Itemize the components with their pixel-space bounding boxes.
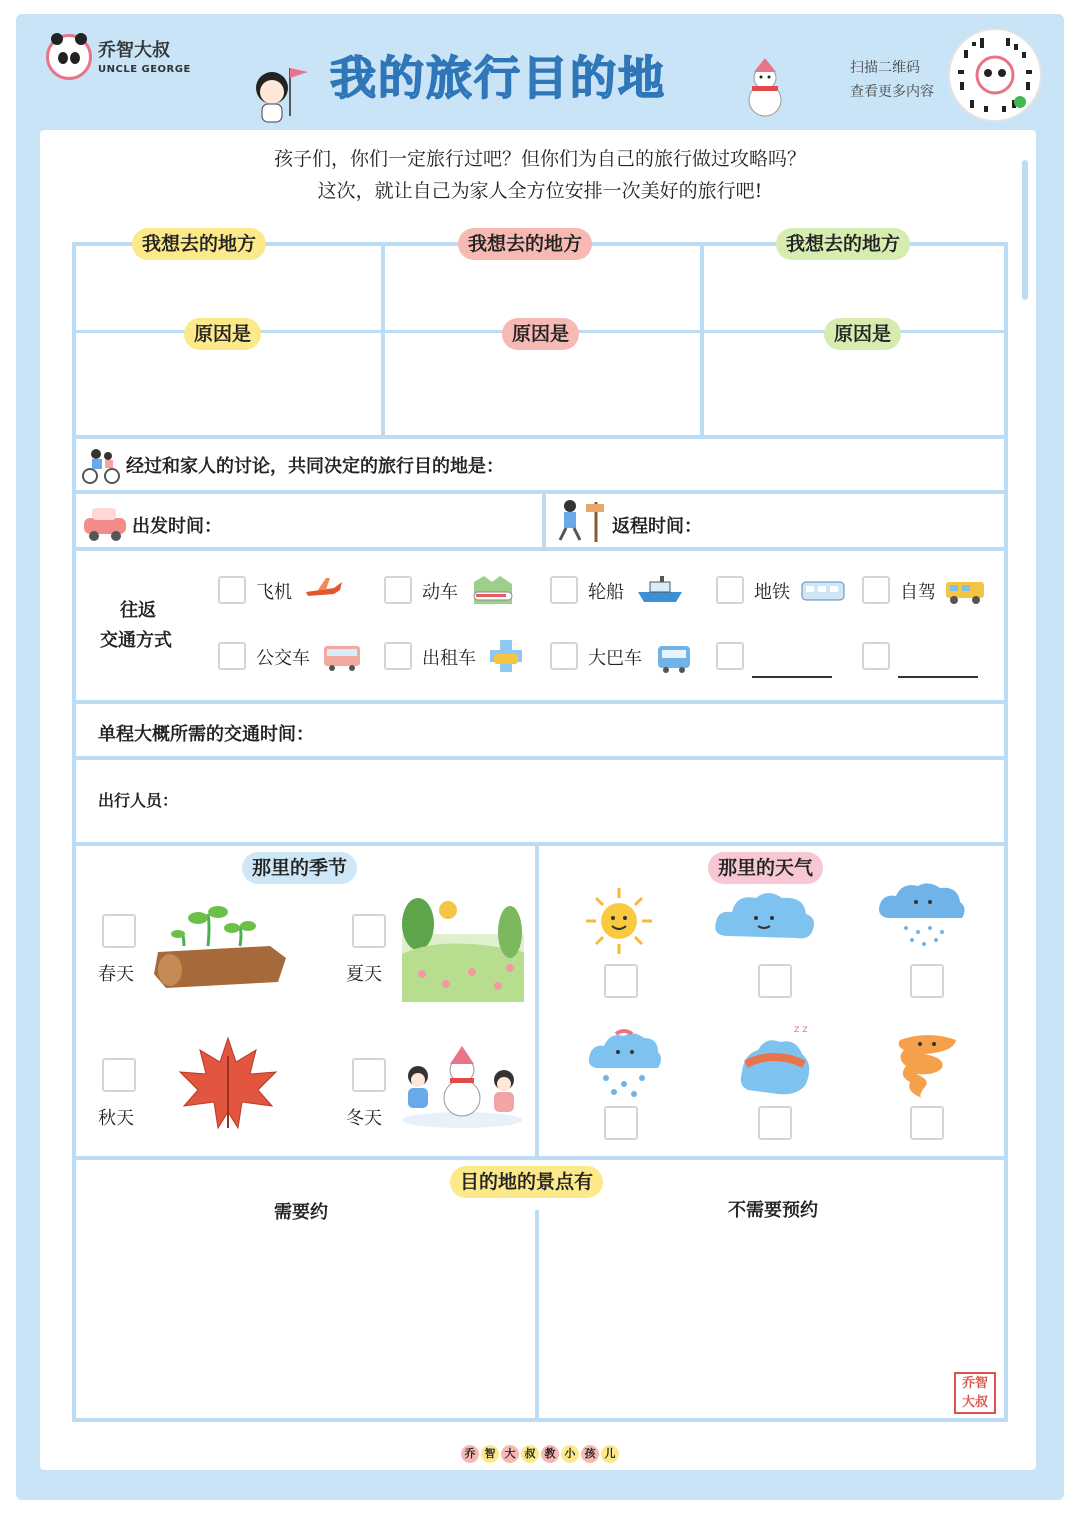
coach-checkbox[interactable] (550, 642, 578, 670)
foggy-checkbox[interactable] (758, 1106, 792, 1140)
airplane-icon (304, 574, 344, 604)
travel-duration-label: 单程大概所需的交通时间： (98, 724, 314, 745)
bullet-train-checkbox[interactable] (384, 576, 412, 604)
custom-transport-blank-1[interactable] (752, 676, 832, 678)
custom-transport-checkbox-2[interactable] (862, 642, 890, 670)
snow-icon (586, 1028, 662, 1100)
girl-with-flag-icon (250, 58, 310, 128)
summer-checkbox[interactable] (352, 914, 386, 948)
self-drive-label: 自驾 (900, 582, 936, 603)
taxi-checkbox[interactable] (384, 642, 412, 670)
reason-label-1: 原因是 (184, 318, 261, 350)
transport-label-line1: 往返 (120, 600, 156, 621)
travelers-label: 出行人员： (98, 791, 179, 810)
rainy-checkbox[interactable] (910, 964, 944, 998)
maple-leaf-icon (176, 1036, 280, 1132)
winter-label: 冬天 (346, 1108, 382, 1129)
ship-label: 轮船 (588, 582, 624, 603)
wind-icon (894, 1030, 960, 1100)
svg-text:z z: z z (794, 1024, 808, 1035)
winter-checkbox[interactable] (352, 1058, 386, 1092)
snowy-checkbox[interactable] (604, 1106, 638, 1140)
footer-char-3: 大 (501, 1445, 519, 1463)
logo-chinese-name: 乔智大叔 (98, 40, 170, 61)
ship-icon (636, 574, 684, 606)
sunny-checkbox[interactable] (604, 964, 638, 998)
spring-checkbox[interactable] (102, 914, 136, 948)
footer-char-1: 乔 (461, 1445, 479, 1463)
return-time-label: 返程时间： (612, 516, 702, 537)
footer-char-7: 孩 (581, 1445, 599, 1463)
intro-line-1: 孩子们，你们一定旅行过吧？但你们为自己的旅行做过攻略吗？ (273, 148, 806, 170)
car-icon (80, 500, 130, 544)
subway-label: 地铁 (754, 582, 790, 603)
fog-icon (738, 1020, 812, 1098)
wish-place-label-2: 我想去的地方 (458, 228, 592, 260)
spots-title: 目的地的景点有 (450, 1166, 603, 1198)
summer-field-icon (402, 894, 524, 1002)
qr-code[interactable] (948, 28, 1042, 122)
reason-label-2: 原因是 (502, 318, 579, 350)
custom-transport-blank-2[interactable] (898, 676, 978, 678)
brand-seal: 乔智大叔 (954, 1372, 996, 1414)
bus-label: 公交车 (256, 648, 310, 669)
bullet-train-label: 动车 (422, 582, 458, 603)
sun-icon (584, 886, 654, 956)
wish-place-label-1: 我想去的地方 (132, 228, 266, 260)
scan-hint (850, 56, 934, 104)
self-drive-checkbox[interactable] (862, 576, 890, 604)
bus-icon (322, 640, 362, 672)
bullet-train-icon (470, 574, 516, 606)
footer-char-6: 小 (561, 1445, 579, 1463)
subway-checkbox[interactable] (716, 576, 744, 604)
cloud-icon (712, 888, 816, 948)
transport-label-line2: 交通方式 (100, 630, 172, 651)
brand-logo (46, 34, 196, 98)
camper-van-icon (944, 574, 986, 606)
custom-transport-checkbox-1[interactable] (716, 642, 744, 670)
spring-sprouts-icon (150, 896, 290, 992)
snowman-icon (740, 56, 790, 118)
spring-label: 春天 (98, 964, 134, 985)
ship-checkbox[interactable] (550, 576, 578, 604)
cloudy-checkbox[interactable] (758, 964, 792, 998)
rain-icon (876, 880, 966, 950)
footer-char-2: 智 (481, 1445, 499, 1463)
winter-kids-snowman-icon (400, 1036, 524, 1128)
footer-char-8: 儿 (601, 1445, 619, 1463)
footer-char-5: 教 (541, 1445, 559, 1463)
taxi-icon (486, 638, 526, 674)
scan-hint-line1: 扫描二维码 (850, 60, 920, 76)
footer-char-4: 叔 (521, 1445, 539, 1463)
airplane-checkbox[interactable] (218, 576, 246, 604)
logo-english-name: UNCLE GEORGE (98, 64, 191, 75)
wish-place-label-3: 我想去的地方 (776, 228, 910, 260)
taxi-label: 出租车 (422, 648, 476, 669)
season-title: 那里的季节 (242, 852, 357, 884)
subway-icon (800, 574, 846, 606)
hiker-signpost-icon (552, 496, 606, 544)
family-bike-icon (80, 446, 122, 484)
airplane-label: 飞机 (256, 582, 292, 603)
page-title: 我的旅行目的地 (330, 51, 666, 105)
bus-checkbox[interactable] (218, 642, 246, 670)
qr-pattern-icon (950, 30, 1040, 120)
decided-destination-label: 经过和家人的讨论，共同决定的旅行目的地是： (126, 456, 504, 477)
intro-line-2: 这次，就让自己为家人全方位安排一次美好的旅行吧! (317, 180, 763, 202)
no-booking-label: 不需要预约 (728, 1200, 818, 1221)
depart-time-label: 出发时间： (132, 516, 222, 537)
panda-icon (46, 34, 92, 80)
reason-label-3: 原因是 (824, 318, 901, 350)
weather-title: 那里的天气 (708, 852, 823, 884)
footer-slogan (0, 1442, 1080, 1463)
autumn-label: 秋天 (98, 1108, 134, 1129)
coach-icon (654, 638, 694, 674)
scan-hint-line2: 查看更多内容 (850, 84, 934, 100)
need-booking-label: 需要约 (274, 1202, 328, 1223)
autumn-checkbox[interactable] (102, 1058, 136, 1092)
windy-checkbox[interactable] (910, 1106, 944, 1140)
coach-label: 大巴车 (588, 648, 642, 669)
summer-label: 夏天 (346, 964, 382, 985)
